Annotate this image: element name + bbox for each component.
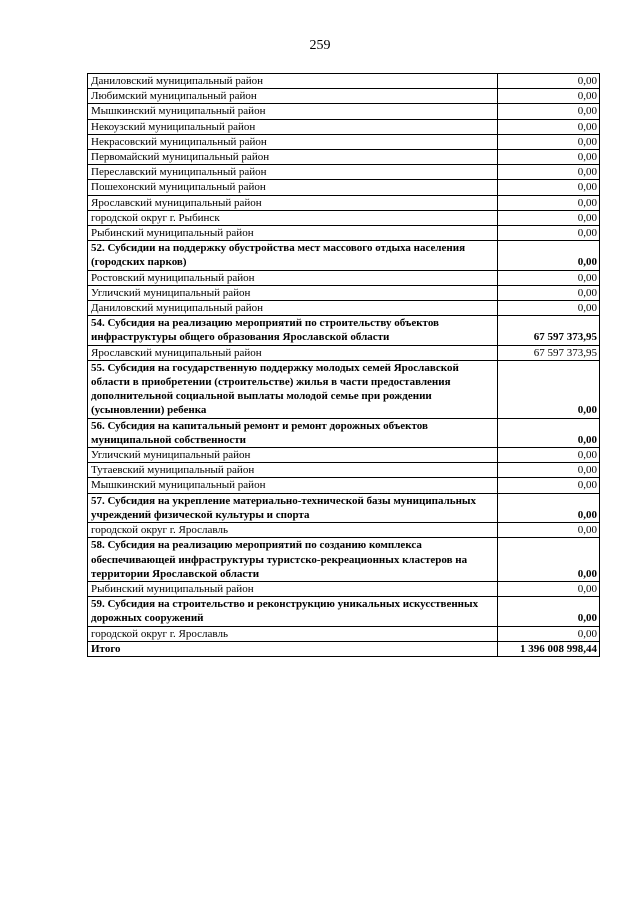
subsidy-section-row [88, 493, 600, 522]
recipient-name: Ярославский муниципальный район [88, 345, 498, 360]
amount-cell: 0,00 [498, 119, 600, 134]
total-label: Итого [88, 641, 498, 656]
table-row [88, 150, 600, 165]
recipient-name: Рыбинский муниципальный район [88, 581, 498, 596]
table-row [88, 226, 600, 241]
table-row [88, 89, 600, 104]
amount-cell: 0,00 [498, 448, 600, 463]
table-row [88, 74, 600, 89]
amount-cell: 0,00 [498, 210, 600, 225]
page-number: 259 [309, 38, 331, 53]
amount-cell: 0,00 [498, 463, 600, 478]
table-row [88, 119, 600, 134]
amount-cell: 0,00 [498, 597, 600, 626]
section-title: 56. Субсидия на капитальный ремонт и ремонт дорожных объектов муниципальной собственности [88, 418, 498, 447]
amount-cell: 0,00 [498, 226, 600, 241]
total-amount: 1 396 008 998,44 [498, 641, 600, 656]
amount-cell: 0,00 [498, 270, 600, 285]
subsidy-section-row [88, 597, 600, 626]
section-title: 58. Субсидия на реализацию мероприятий по созданию комплекса обеспечивающей инфраструктуры туристско-рекреационных кластеров на территории Ярославской области [88, 538, 498, 582]
recipient-name: Ростовский муниципальный район [88, 270, 498, 285]
amount-cell: 0,00 [498, 74, 600, 89]
amount-cell: 0,00 [498, 134, 600, 149]
table-row [88, 134, 600, 149]
recipient-name: городской округ г. Ярославль [88, 523, 498, 538]
amount-cell: 0,00 [498, 180, 600, 195]
amount-cell: 0,00 [498, 301, 600, 316]
amount-cell: 0,00 [498, 195, 600, 210]
recipient-name: Мышкинский муниципальный район [88, 478, 498, 493]
table-row [88, 165, 600, 180]
table-row [88, 180, 600, 195]
subsidy-table-body [88, 74, 600, 657]
recipient-name: Угличский муниципальный район [88, 448, 498, 463]
table-row [88, 523, 600, 538]
amount-cell: 67 597 373,95 [498, 316, 600, 345]
table-row [88, 210, 600, 225]
amount-cell: 0,00 [498, 165, 600, 180]
amount-cell: 0,00 [498, 241, 600, 270]
recipient-name: Ярославский муниципальный район [88, 195, 498, 210]
table-row [88, 195, 600, 210]
amount-cell: 0,00 [498, 538, 600, 582]
subsidy-section-row [88, 360, 600, 418]
section-title: 57. Субсидия на укрепление материально-технической базы муниципальных учреждений физической культуры и спорта [88, 493, 498, 522]
recipient-name: Угличский муниципальный район [88, 285, 498, 300]
recipient-name: городской округ г. Рыбинск [88, 210, 498, 225]
amount-cell: 0,00 [498, 478, 600, 493]
table-row [88, 345, 600, 360]
recipient-name: Даниловский муниципальный район [88, 301, 498, 316]
section-title: 52. Субсидии на поддержку обустройства мест массового отдыха населения (городских парков) [88, 241, 498, 270]
amount-cell: 0,00 [498, 581, 600, 596]
recipient-name: Мышкинский муниципальный район [88, 104, 498, 119]
recipient-name: Переславский муниципальный район [88, 165, 498, 180]
recipient-name: Первомайский муниципальный район [88, 150, 498, 165]
subsidy-section-row [88, 316, 600, 345]
amount-cell: 0,00 [498, 626, 600, 641]
amount-cell: 0,00 [498, 150, 600, 165]
section-title: 55. Субсидия на государственную поддержку молодых семей Ярославской области в приобретении (строительстве) жилья в части предоставления дополнительной социальной выплаты молодой семье при рождении (усыновлении) ребенка [88, 360, 498, 418]
section-title: 59. Субсидия на строительство и реконструкцию уникальных искусственных дорожных сооружений [88, 597, 498, 626]
table-row [88, 285, 600, 300]
recipient-name: Любимский муниципальный район [88, 89, 498, 104]
table-row [88, 581, 600, 596]
amount-cell: 0,00 [498, 493, 600, 522]
amount-cell: 0,00 [498, 89, 600, 104]
recipient-name: Даниловский муниципальный район [88, 74, 498, 89]
table-row [88, 301, 600, 316]
recipient-name: Пошехонский муниципальный район [88, 180, 498, 195]
amount-cell: 0,00 [498, 285, 600, 300]
recipient-name: Рыбинский муниципальный район [88, 226, 498, 241]
subsidy-section-row [88, 241, 600, 270]
table-row [88, 104, 600, 119]
recipient-name: Некрасовский муниципальный район [88, 134, 498, 149]
amount-cell: 0,00 [498, 418, 600, 447]
amount-cell: 0,00 [498, 523, 600, 538]
table-row [88, 478, 600, 493]
recipient-name: Тутаевский муниципальный район [88, 463, 498, 478]
amount-cell: 0,00 [498, 360, 600, 418]
subsidy-section-row [88, 538, 600, 582]
table-row [88, 463, 600, 478]
subsidy-section-row [88, 418, 600, 447]
amount-cell: 67 597 373,95 [498, 345, 600, 360]
table-row [88, 626, 600, 641]
table-row [88, 448, 600, 463]
recipient-name: Некоузский муниципальный район [88, 119, 498, 134]
subsidy-table [87, 73, 600, 657]
recipient-name: городской округ г. Ярославль [88, 626, 498, 641]
total-row [88, 641, 600, 656]
table-row [88, 270, 600, 285]
amount-cell: 0,00 [498, 104, 600, 119]
section-title: 54. Субсидия на реализацию мероприятий по строительству объектов инфраструктуры общего образования Ярославской области [88, 316, 498, 345]
